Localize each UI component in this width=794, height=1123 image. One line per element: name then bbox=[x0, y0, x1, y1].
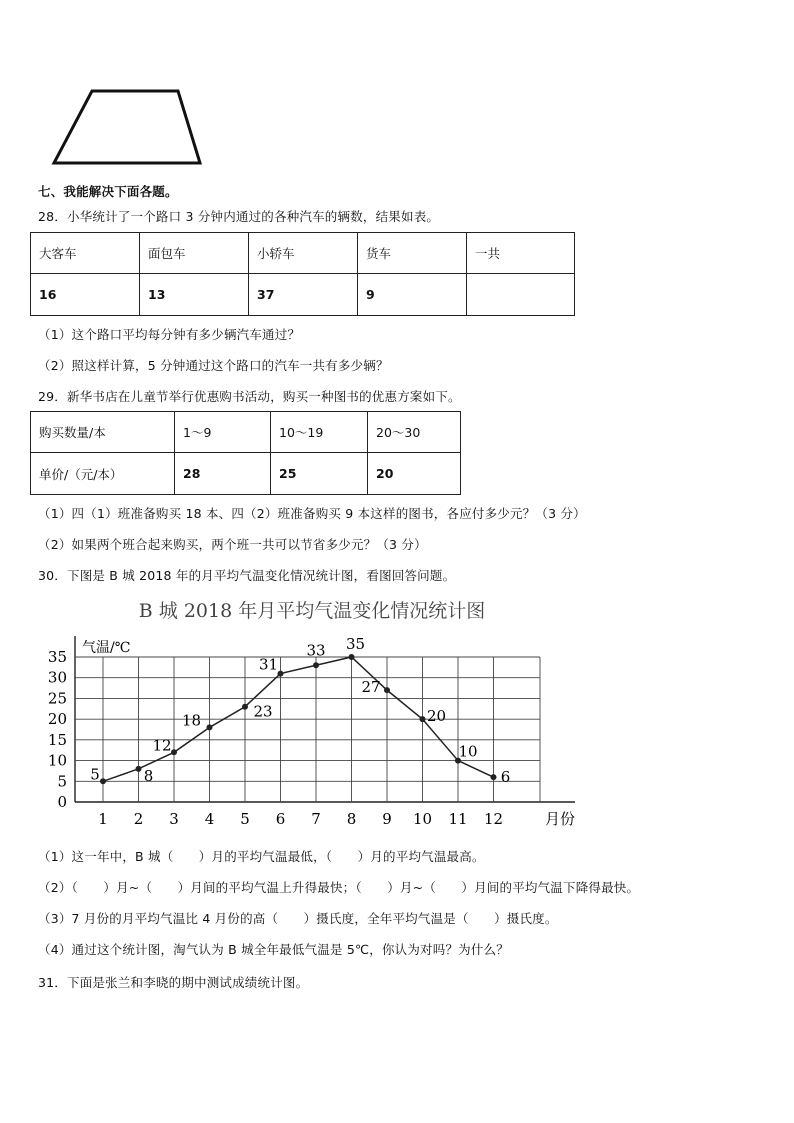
data-label: 20 bbox=[426, 707, 447, 726]
section-heading: 七、我能解决下面各题。 bbox=[38, 184, 178, 199]
q29-cell: 25 bbox=[271, 453, 368, 495]
x-tick-label: 1 bbox=[98, 810, 108, 828]
x-tick-label: 6 bbox=[275, 810, 286, 828]
data-label: 31 bbox=[258, 655, 279, 674]
data-label: 10 bbox=[458, 742, 478, 761]
y-tick-label: 10 bbox=[47, 751, 67, 770]
x-tick-label: 9 bbox=[382, 810, 392, 828]
q28-value-total bbox=[467, 274, 575, 316]
y-tick-label: 25 bbox=[47, 689, 67, 708]
data-point bbox=[207, 724, 213, 730]
q31-stem: 31．下面是张兰和李晓的期中测试成绩统计图。 bbox=[38, 975, 309, 990]
data-point bbox=[278, 671, 284, 677]
x-tick-label: 3 bbox=[169, 810, 179, 828]
q28-value: 37 bbox=[249, 274, 358, 316]
q30-sub3: （3）7 月份的月平均气温比 4 月份的高（ ）摄氏度，全年平均气温是（ ）摄氏度。 bbox=[38, 911, 558, 926]
data-point bbox=[313, 662, 319, 668]
q29-cell: 20～30 bbox=[368, 412, 461, 453]
data-label: 5 bbox=[90, 765, 100, 784]
y-tick-label: 5 bbox=[57, 772, 67, 791]
q30-sub1: （1）这一年中，B 城（ ）月的平均气温最低，（ ）月的平均气温最高。 bbox=[38, 849, 485, 864]
q29-table bbox=[30, 411, 461, 495]
data-label: 8 bbox=[143, 766, 154, 785]
y-tick-label: 35 bbox=[47, 648, 67, 666]
q28-header: 一共 bbox=[467, 233, 575, 274]
data-point bbox=[420, 716, 426, 722]
temperature-line-chart bbox=[30, 590, 600, 835]
q28-stem: 28．小华统计了一个路口 3 分钟内通过的各种汽车的辆数，结果如表。 bbox=[38, 209, 440, 224]
y-tick-label: 0 bbox=[57, 793, 67, 811]
data-label: 23 bbox=[253, 702, 273, 721]
q30-sub4: （4）通过这个统计图，淘气认为 B 城全年最低气温是 5℃，你认为对吗？为什么？ bbox=[38, 942, 509, 957]
x-tick-label: 4 bbox=[204, 810, 215, 828]
y-axis-label: 气温/℃ bbox=[82, 640, 131, 656]
data-point bbox=[349, 654, 355, 660]
q29-sub2: （2）如果两个班合起来购买，两个班一共可以节省多少元？（3 分） bbox=[38, 537, 427, 552]
x-tick-label: 10 bbox=[412, 810, 433, 828]
q30-stem: 30．下图是 B 城 2018 年的月平均气温变化情况统计图，看图回答问题。 bbox=[38, 568, 456, 583]
data-point bbox=[384, 687, 390, 693]
q28-sub1: （1）这个路口平均每分钟有多少辆汽车通过？ bbox=[38, 327, 301, 342]
y-tick-label: 20 bbox=[47, 710, 67, 729]
q28-value: 16 bbox=[31, 274, 140, 316]
q29-sub1: （1）四（1）班准备购买 18 本、四（2）班准备购买 9 本这样的图书，各应付多少元？（3 分） bbox=[38, 506, 586, 521]
x-tick-label: 11 bbox=[448, 810, 468, 828]
q28-value: 13 bbox=[140, 274, 249, 316]
data-label: 6 bbox=[500, 768, 511, 787]
y-tick-label: 15 bbox=[47, 730, 67, 749]
q28-value: 9 bbox=[358, 274, 467, 316]
data-point bbox=[100, 778, 106, 784]
x-tick-label: 7 bbox=[311, 810, 321, 828]
x-axis-label: 月份 bbox=[545, 810, 576, 828]
data-label: 35 bbox=[345, 635, 366, 653]
q29-cell: 单价/（元/本） bbox=[31, 453, 175, 495]
q29-stem: 29．新华书店在儿童节举行优惠购书活动，购买一种图书的优惠方案如下。 bbox=[38, 389, 461, 404]
x-tick-label: 2 bbox=[133, 810, 144, 828]
data-label: 27 bbox=[361, 678, 381, 697]
q29-cell: 28 bbox=[175, 453, 271, 495]
data-label: 33 bbox=[306, 641, 326, 660]
x-tick-label: 8 bbox=[346, 810, 357, 828]
x-tick-label: 12 bbox=[483, 810, 504, 828]
q28-header: 小轿车 bbox=[249, 233, 358, 274]
q29-cell: 20 bbox=[368, 453, 461, 495]
q29-cell: 10～19 bbox=[271, 412, 368, 453]
q29-cell: 1～9 bbox=[175, 412, 271, 453]
data-point bbox=[171, 749, 177, 755]
data-label: 18 bbox=[181, 711, 202, 730]
q28-header: 面包车 bbox=[140, 233, 249, 274]
data-label: 12 bbox=[152, 736, 172, 755]
data-point bbox=[242, 704, 248, 710]
q29-cell: 购买数量/本 bbox=[31, 412, 175, 453]
data-point bbox=[491, 774, 497, 780]
q28-table bbox=[30, 232, 575, 316]
q30-sub2: （2）（ ）月~（ ）月间的平均气温上升得最快；（ ）月~（ ）月间的平均气温下降得最快。 bbox=[38, 880, 640, 895]
x-tick-label: 5 bbox=[240, 810, 250, 828]
y-tick-label: 30 bbox=[47, 668, 67, 687]
data-point bbox=[136, 766, 142, 772]
chart-title: B 城 2018 年月平均气温变化情况统计图 bbox=[138, 600, 486, 622]
q28-header: 货车 bbox=[358, 233, 467, 274]
trapezoid-figure bbox=[50, 85, 205, 170]
q28-sub2: （2）照这样计算，5 分钟通过这个路口的汽车一共有多少辆？ bbox=[38, 358, 389, 373]
q28-header: 大客车 bbox=[31, 233, 140, 274]
